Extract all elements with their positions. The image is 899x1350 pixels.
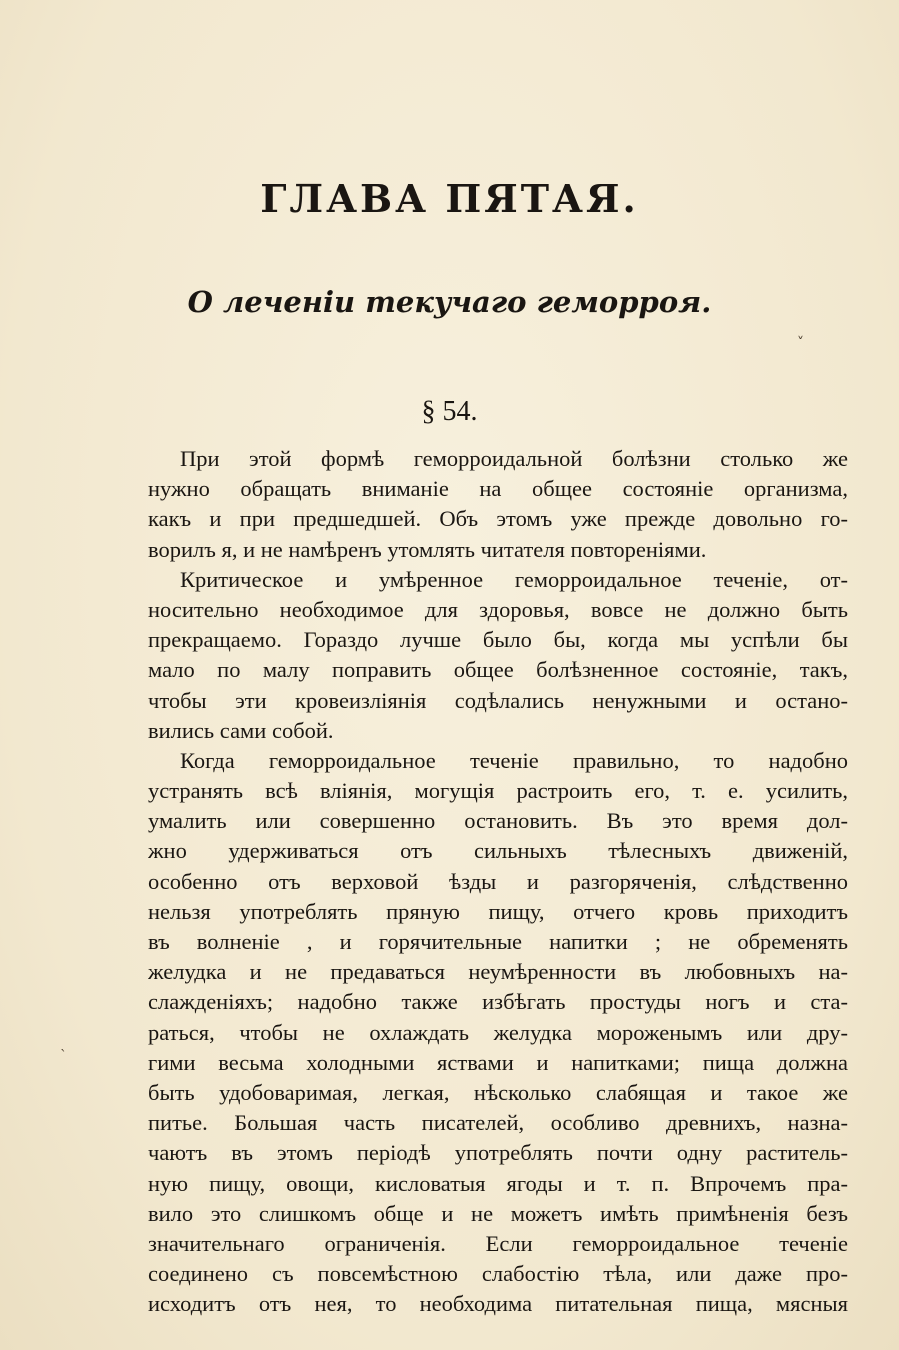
text-line: мало по малу поправить общее болѣзненное состояніе, такъ, [148,657,848,683]
text-line: ворилъ я, и не намѣренъ утомлять читателя повтореніями. [148,536,707,562]
text-line: Критическое и умѣренное геморроидальное теченіе, от- [180,566,848,592]
text-line: жно удерживаться отъ сильныхъ тѣлесныхъ движеній, [148,838,848,864]
text-line: устранять всѣ вліянія, могущія растроить его, т. е. усилить, [148,778,848,804]
text-line: въ волненіе , и горячительные напитки ; не обременять [148,929,848,954]
text-line: раться, чтобы не охлаждать желудка мороженымъ или дру- [148,1019,848,1045]
text-line: соединено съ повсемѣстною слабостію тѣла, или даже про- [148,1261,848,1287]
text-line: питье. Большая часть писателей, особливо древнихъ, назна- [148,1110,848,1136]
text-line: особенно отъ верховой ѣзды и разгоряченія, слѣдственно [148,868,848,894]
text-line: вило это слишкомъ обще и не можетъ имѣть примѣненія безъ [148,1200,848,1226]
text-line: ную пищу, овощи, кисловатыя ягоды и т. п. Впрочемъ пра- [148,1170,848,1196]
text-line: нужно обращать вниманіе на общее состояніе организма, [148,476,848,502]
text-line: чтобы эти кровеизлiянія содѣлались ненужными и остано- [148,687,848,713]
chapter-subtitle: О леченіи текучаго геморроя. [187,285,712,319]
paper-speck: ˋ [60,1048,67,1064]
body-text [148,444,848,1319]
paper-speck: ˅ [797,335,804,351]
text-line: вились сами собой. [148,717,334,743]
text-line: слажденіяхъ; надобно также избѣгать простуды ногъ и ста- [148,989,848,1015]
text-line: исходитъ отъ нея, то необходима питательная пища, мясныя [148,1291,848,1317]
text-line: При этой формѣ геморроидальной болѣзни столько же [180,446,848,471]
text-line: какъ и при предшедшей. Объ этомъ уже прежде довольно го- [148,506,848,532]
text-line: чаютъ въ этомъ періодѣ употреблять почти одну раститель- [148,1140,848,1166]
text-line: прекращаемо. Гораздо лучше было бы, когда мы успѣли бы [148,627,848,653]
text-line: носительно необходимое для здоровья, вовсе не должно быть [148,596,848,622]
text-line: умалить или совершенно остановить. Въ это время дол- [148,808,848,834]
section-number: § 54. [421,396,478,427]
chapter-title: ГЛАВА ПЯТАЯ. [260,176,639,221]
text-line: быть удобоваримая, легкая, нѣсколько слабящая и такое же [148,1079,848,1105]
text-line: нельзя употреблять пряную пищу, отчего кровь приходитъ [148,898,848,924]
text-line: гими весьма холодными яствами и напитками; пища должна [148,1049,848,1075]
text-line: Когда геморроидальное теченіе правильно, то надобно [180,747,848,773]
text-line: значительнаго ограниченія. Если геморроидальное теченіе [148,1230,848,1256]
text-line: желудка и не предаваться неумѣренности въ любовныхъ на- [148,959,848,985]
